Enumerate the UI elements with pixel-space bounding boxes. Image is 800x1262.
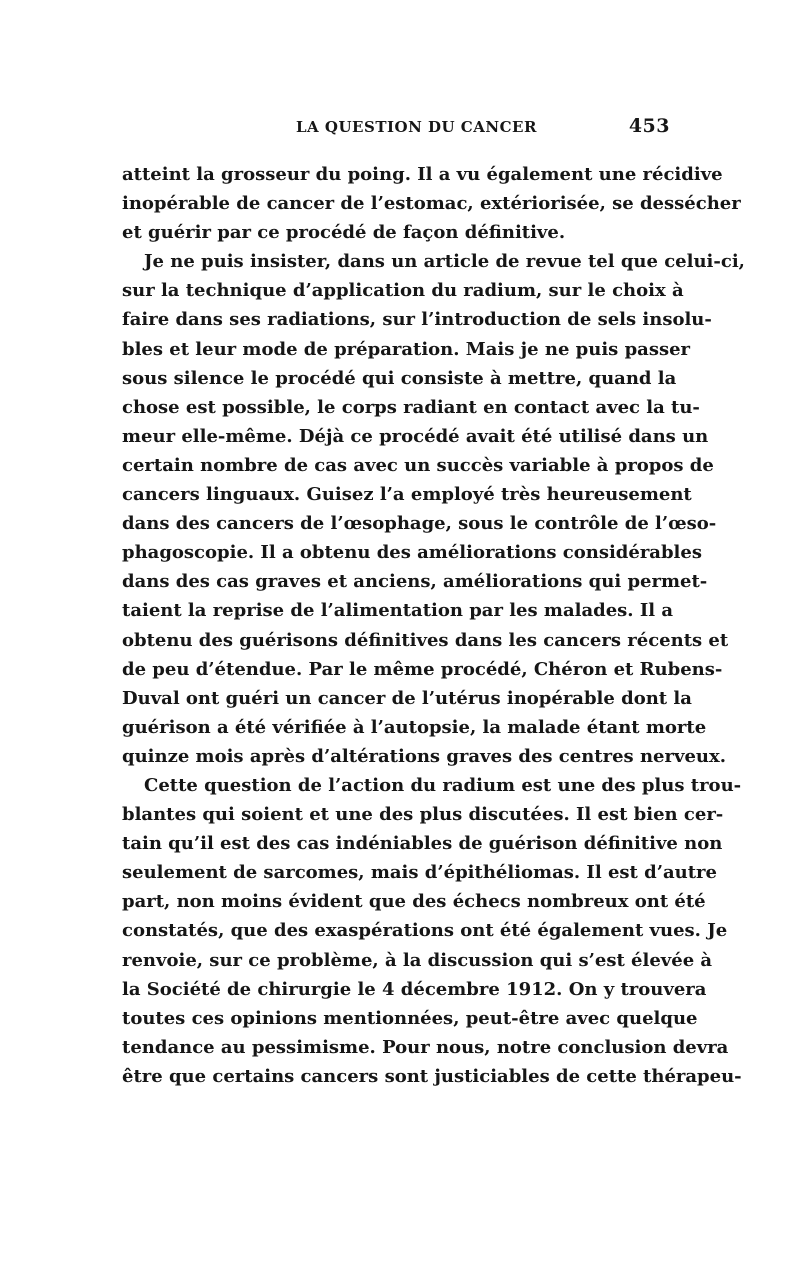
page-number: 453 <box>628 115 670 137</box>
text-line: obtenu des guérisons définitives dans les cancers récents et <box>122 629 729 651</box>
text-line: chose est possible, le corps radiant en contact avec la tu- <box>122 396 700 418</box>
text-line: seulement de sarcomes, mais d’épithéliomas. Il est d’autre <box>122 862 717 884</box>
running-title: LA QUESTION DU CANCER <box>296 118 537 136</box>
text-line: être que certains cancers sont justiciables de cette thérapeu- <box>122 1065 742 1087</box>
text-line: dans des cas graves et anciens, améliorations qui permet- <box>122 571 708 593</box>
text-line: renvoie, sur ce problème, à la discussion qui s’est élevée à <box>122 949 713 971</box>
text-line: et guérir par ce procédé de façon définitive. <box>122 222 566 244</box>
text-line: de peu d’étendue. Par le même procédé, Chéron et Rubens- <box>122 658 723 680</box>
text-line: Duval ont guéri un cancer de l’utérus inopérable dont la <box>122 687 692 709</box>
running-header <box>122 115 670 144</box>
text-line: constatés, que des exaspérations ont été également vues. Je <box>122 920 728 942</box>
text-line: toutes ces opinions mentionnées, peut-être avec quelque <box>122 1007 698 1029</box>
text-line: taient la reprise de l’alimentation par les malades. Il a <box>122 600 674 622</box>
text-line: meur elle-même. Déjà ce procédé avait été utilisé dans un <box>122 425 709 447</box>
text-line: part, non moins évident que des échecs nombreux ont été <box>122 891 706 913</box>
text-line: guérison a été vérifiée à l’autopsie, la malade étant morte <box>122 716 707 738</box>
text-line: certain nombre de cas avec un succès variable à propos de <box>122 454 714 476</box>
text-line: la Société de chirurgie le 4 décembre 1912. On y trouvera <box>122 978 707 1000</box>
text-line: atteint la grosseur du poing. Il a vu également une récidive <box>122 164 723 185</box>
text-line: bles et leur mode de préparation. Mais je ne puis passer <box>122 338 691 360</box>
text-line: cancers linguaux. Guisez l’a employé très heureusement <box>122 484 692 506</box>
text-line: faire dans ses radiations, sur l’introduction de sels insolu- <box>122 309 712 331</box>
text-line: blantes qui soient et une des plus discutées. Il est bien cer- <box>122 804 724 826</box>
paragraph-start-line: Je ne puis insister, dans un article de revue tel que celui-ci, <box>144 251 745 273</box>
text-line: inopérable de cancer de l’estomac, extériorisée, se dessécher <box>122 193 741 215</box>
body-text <box>122 160 745 1091</box>
paragraph-start-line: Cette question de l’action du radium est une des plus trou- <box>144 774 742 796</box>
text-line: sur la technique d’application du radium, sur le choix à <box>122 280 684 302</box>
text-line: quinze mois après d’altérations graves des centres nerveux. <box>122 745 726 767</box>
text-line: phagoscopie. Il a obtenu des améliorations considérables <box>122 542 702 564</box>
text-line: tendance au pessimisme. Pour nous, notre conclusion devra <box>122 1036 729 1058</box>
text-line: dans des cancers de l’œsophage, sous le contrôle de l’œso- <box>122 513 717 535</box>
text-line: tain qu’il est des cas indéniables de guérison définitive non <box>122 833 723 855</box>
text-line: sous silence le procédé qui consiste à mettre, quand la <box>122 367 677 389</box>
